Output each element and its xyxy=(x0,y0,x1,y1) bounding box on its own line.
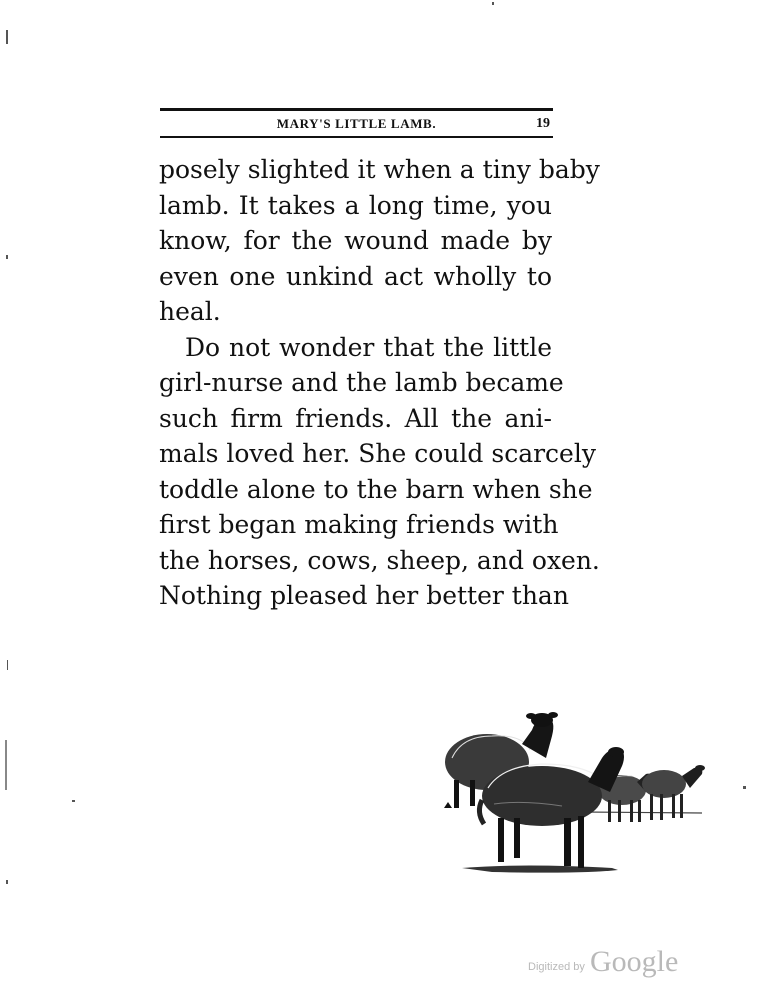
scan-speck xyxy=(492,2,494,5)
ground-line xyxy=(462,866,618,873)
watermark-prefix: Digitized by xyxy=(528,961,585,973)
scan-speck xyxy=(6,255,8,259)
scan-speck xyxy=(6,30,8,44)
scan-speck xyxy=(5,740,7,790)
header-rule-bottom xyxy=(160,136,553,138)
scan-speck xyxy=(743,786,746,789)
scan-speck xyxy=(6,880,8,884)
text-line: Do not wonder that the little xyxy=(185,332,552,362)
text-line: know, for the wound made by xyxy=(159,226,552,255)
text-line: first began making friends with xyxy=(159,510,559,539)
ground-line xyxy=(582,812,702,813)
text-line: even one unkind act wholly to xyxy=(159,261,552,291)
text-line: lamb. It takes a long time, you xyxy=(159,190,552,220)
text-line: toddle alone to the barn when she xyxy=(159,474,593,504)
text-line: girl-nurse and the lamb became xyxy=(159,368,564,397)
text-line: such firm friends. All the ani- xyxy=(159,403,552,433)
google-logo: Google xyxy=(590,945,679,978)
scan-speck xyxy=(72,800,75,802)
sheep-illustration xyxy=(432,700,714,878)
lamb-small-2 xyxy=(642,765,705,820)
page-number: 19 xyxy=(536,116,550,131)
digitized-watermark xyxy=(528,945,708,985)
text-line: the horses, cows, sheep, and oxen. xyxy=(159,545,600,575)
scan-speck xyxy=(7,660,8,670)
header-rule-top xyxy=(160,108,553,111)
running-title: MARY'S LITTLE LAMB. xyxy=(276,116,437,131)
text-line: Nothing pleased her better than xyxy=(159,581,569,610)
body-text xyxy=(159,152,600,614)
text-line: heal. xyxy=(159,297,221,326)
text-line: mals loved her. She could scarcely xyxy=(159,439,596,468)
text-line: posely slighted it when a tiny baby xyxy=(159,155,600,184)
